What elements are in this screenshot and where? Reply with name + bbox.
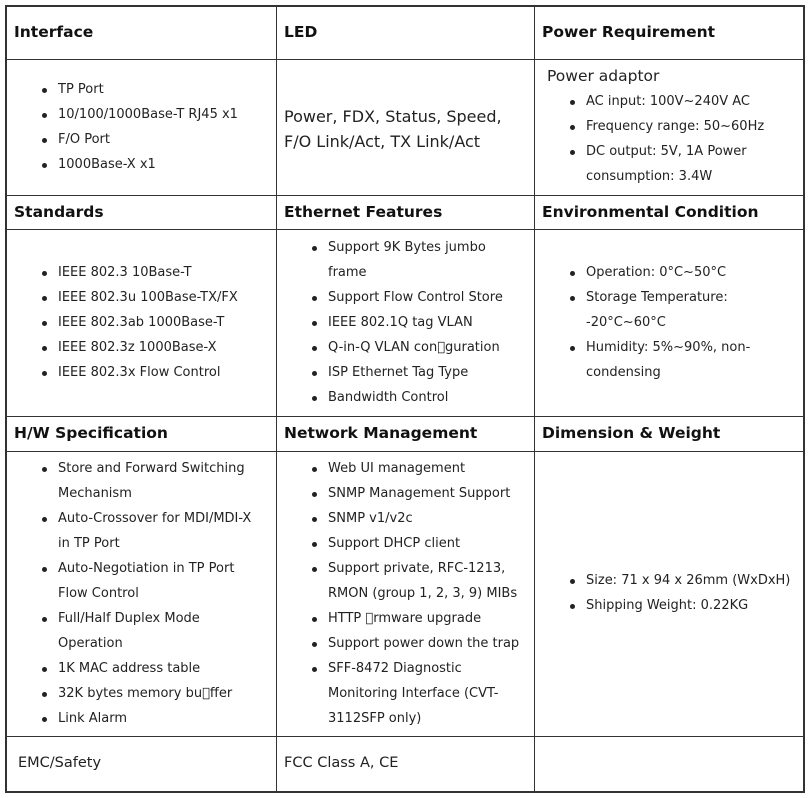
list-item: IEEE 802.3ab 1000Base-T — [40, 310, 266, 335]
list-item: Auto-Negotiation in TP Port Flow Control — [40, 556, 254, 606]
list-item: HTTP  rmware upgrade — [310, 606, 524, 631]
ethernet-list — [310, 235, 524, 410]
led-header: LED — [284, 23, 318, 41]
network-list — [310, 456, 524, 731]
list-item: SNMP v1/v2c — [310, 506, 524, 531]
list-item: IEEE 802.3x Flow Control — [40, 360, 266, 385]
list-item: Size: 71 x 94 x 26mm (WxDxH) — [568, 568, 804, 593]
list-item: 1K MAC address table — [40, 656, 254, 681]
list-item: Support DHCP client — [310, 531, 524, 556]
emc-label: EMC/Safety — [18, 755, 102, 771]
interface-list — [40, 77, 266, 177]
list-item: IEEE 802.3 10Base-T — [40, 260, 266, 285]
list-item: 32K bytes memory bu ffer — [40, 681, 254, 706]
list-item: Link Alarm — [40, 706, 254, 731]
list-item: SFF-8472 Diagnostic Monitoring Interface (CVT-3112SFP only) — [310, 656, 524, 731]
list-item: Q-in-Q VLAN con guration — [310, 335, 524, 360]
list-item: Operation: 0°C~50°C — [568, 260, 754, 285]
power-list — [568, 89, 782, 189]
dimension-header: Dimension & Weight — [542, 424, 721, 442]
dimension-list — [568, 568, 804, 618]
list-item: Bandwidth Control — [310, 385, 524, 410]
standards-header: Standards — [14, 203, 104, 221]
power-header: Power Requirement — [542, 23, 716, 41]
row-divider — [7, 416, 803, 417]
list-item: TP Port — [40, 77, 266, 102]
list-item: Humidity: 5%~90%, non-condensing — [568, 335, 754, 385]
list-item: Storage Temperature: -20°C~60°C — [568, 285, 754, 335]
list-item: Support power down the trap — [310, 631, 524, 656]
row-divider — [7, 195, 803, 196]
list-item: F/O Port — [40, 127, 266, 152]
emc-value: FCC Class A, CE — [284, 755, 399, 771]
list-item: Auto-Crossover for MDI/MDI-X in TP Port — [40, 506, 254, 556]
led-text-line1: Power, FDX, Status, Speed, — [284, 107, 502, 126]
list-item: IEEE 802.3z 1000Base-X — [40, 335, 266, 360]
row-divider — [7, 229, 803, 230]
list-item: Frequency range: 50~60Hz — [568, 114, 782, 139]
list-item: SNMP Management Support — [310, 481, 524, 506]
led-text-line2: F/O Link/Act, TX Link/Act — [284, 132, 481, 151]
list-item: 10/100/1000Base-T RJ45 x1 — [40, 102, 266, 127]
list-item: Support Flow Control Store — [310, 285, 524, 310]
row-divider — [7, 451, 803, 452]
environment-header: Environmental Condition — [542, 203, 759, 221]
led-text — [284, 104, 502, 154]
list-item: Full/Half Duplex Mode Operation — [40, 606, 254, 656]
list-item: Store and Forward Switching Mechanism — [40, 456, 254, 506]
row-divider — [7, 59, 803, 60]
column-divider — [276, 7, 277, 791]
hw-list — [40, 456, 254, 731]
list-item: AC input: 100V~240V AC — [568, 89, 782, 114]
list-item: ISP Ethernet Tag Type — [310, 360, 524, 385]
ethernet-header: Ethernet Features — [284, 203, 443, 221]
column-divider — [534, 7, 535, 791]
list-item: IEEE 802.3u 100Base-TX/FX — [40, 285, 266, 310]
list-item: Support 9K Bytes jumbo frame — [310, 235, 524, 285]
list-item: IEEE 802.1Q tag VLAN — [310, 310, 524, 335]
environment-list — [568, 260, 754, 385]
list-item: Shipping Weight: 0.22KG — [568, 593, 804, 618]
network-header: Network Management — [284, 424, 478, 442]
interface-header: Interface — [14, 23, 94, 41]
standards-list — [40, 260, 266, 385]
list-item: 1000Base-X x1 — [40, 152, 266, 177]
hw-header: H/W Specification — [14, 424, 168, 442]
list-item: Web UI management — [310, 456, 524, 481]
list-item: Support private, RFC-1213, RMON (group 1, 2, 3, 9) MIBs — [310, 556, 524, 606]
power-intro: Power adaptor — [547, 67, 660, 85]
row-divider — [7, 736, 803, 737]
list-item: DC output: 5V, 1A Power consumption: 3.4W — [568, 139, 782, 189]
